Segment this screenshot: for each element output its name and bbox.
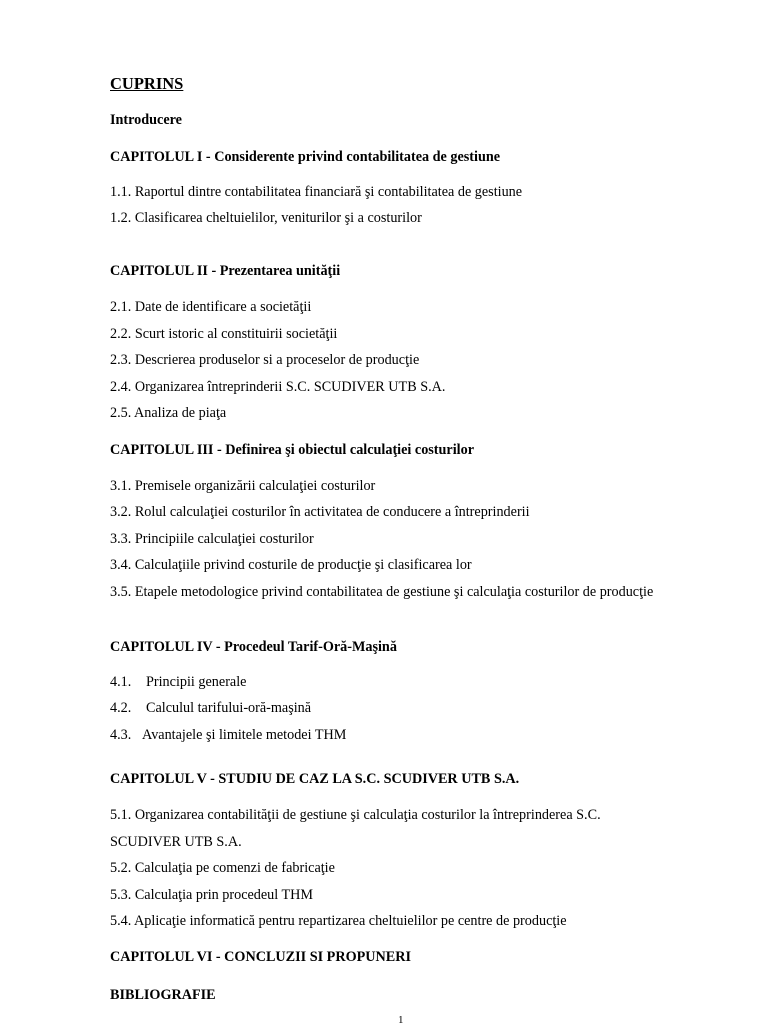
toc-item-2-1: 2.1. Date de identificare a societăţii — [110, 299, 312, 315]
toc-item-3-4: 3.4. Calculaţiile privind costurile de producţie şi clasificarea lor — [110, 557, 472, 573]
chapter-1-heading: CAPITOLUL I - Considerente privind contabilitatea de gestiune — [110, 149, 501, 165]
toc-item-2-4: 2.4. Organizarea întreprinderii S.C. SCUDIVER UTB S.A. — [110, 379, 446, 395]
toc-item-label: Avantajele şi limitele metodei THM — [142, 727, 347, 743]
toc-introduction: Introducere — [110, 112, 182, 128]
toc-item-5-3: 5.3. Calculaţia prin procedeul THM — [110, 887, 314, 903]
toc-item-5-1-continued: SCUDIVER UTB S.A. — [110, 834, 242, 850]
chapter-4-heading: CAPITOLUL IV - Procedeul Tarif-Oră-Maşină — [110, 639, 397, 655]
toc-item-4-3 — [110, 727, 346, 743]
toc-bibliography: BIBLIOGRAFIE — [110, 987, 216, 1003]
toc-item-label: Principii generale — [146, 674, 247, 690]
toc-item-3-3: 3.3. Principiile calculaţiei costurilor — [110, 531, 314, 547]
toc-item-5-1: 5.1. Organizarea contabilităţii de gestiune şi calculaţia costurilor la întreprinderea S.C. — [110, 807, 601, 823]
page-number: 1 — [398, 1014, 404, 1026]
toc-item-2-3: 2.3. Descrierea produselor si a proceselor de producţie — [110, 352, 420, 368]
chapter-3-heading: CAPITOLUL III - Definirea şi obiectul calculaţiei costurilor — [110, 442, 474, 458]
toc-item-4-1 — [110, 674, 246, 690]
chapter-2-heading: CAPITOLUL II - Prezentarea unităţii — [110, 263, 341, 279]
chapter-6-heading: CAPITOLUL VI - CONCLUZII SI PROPUNERI — [110, 949, 412, 965]
toc-item-1-1: 1.1. Raportul dintre contabilitatea financiară şi contabilitatea de gestiune — [110, 184, 523, 200]
toc-item-3-5: 3.5. Etapele metodologice privind contabilitatea de gestiune şi calculaţia costurilor de producţie — [110, 584, 654, 600]
toc-item-3-2: 3.2. Rolul calculaţiei costurilor în activitatea de conducere a întreprinderii — [110, 504, 530, 520]
toc-item-label: Calculul tarifului-oră-maşină — [146, 700, 312, 716]
toc-item-number: 4.3. — [110, 727, 132, 743]
toc-item-3-1: 3.1. Premisele organizării calculaţiei costurilor — [110, 478, 376, 494]
toc-item-5-4: 5.4. Aplicaţie informatică pentru repartizarea cheltuielilor pe centre de producţie — [110, 913, 567, 929]
toc-item-number: 4.2. — [110, 700, 132, 716]
toc-item-1-2: 1.2. Clasificarea cheltuielilor, veniturilor şi a costurilor — [110, 210, 422, 226]
toc-item-2-2: 2.2. Scurt istoric al constituirii societăţii — [110, 326, 338, 342]
chapter-5-heading: CAPITOLUL V - STUDIU DE CAZ LA S.C. SCUDIVER UTB S.A. — [110, 771, 520, 787]
toc-title: CUPRINS — [110, 74, 184, 93]
toc-item-4-2 — [110, 700, 311, 716]
toc-item-5-2: 5.2. Calculaţia pe comenzi de fabricaţie — [110, 860, 335, 876]
toc-item-number: 4.1. — [110, 674, 132, 690]
toc-item-2-5: 2.5. Analiza de piaţa — [110, 405, 227, 421]
